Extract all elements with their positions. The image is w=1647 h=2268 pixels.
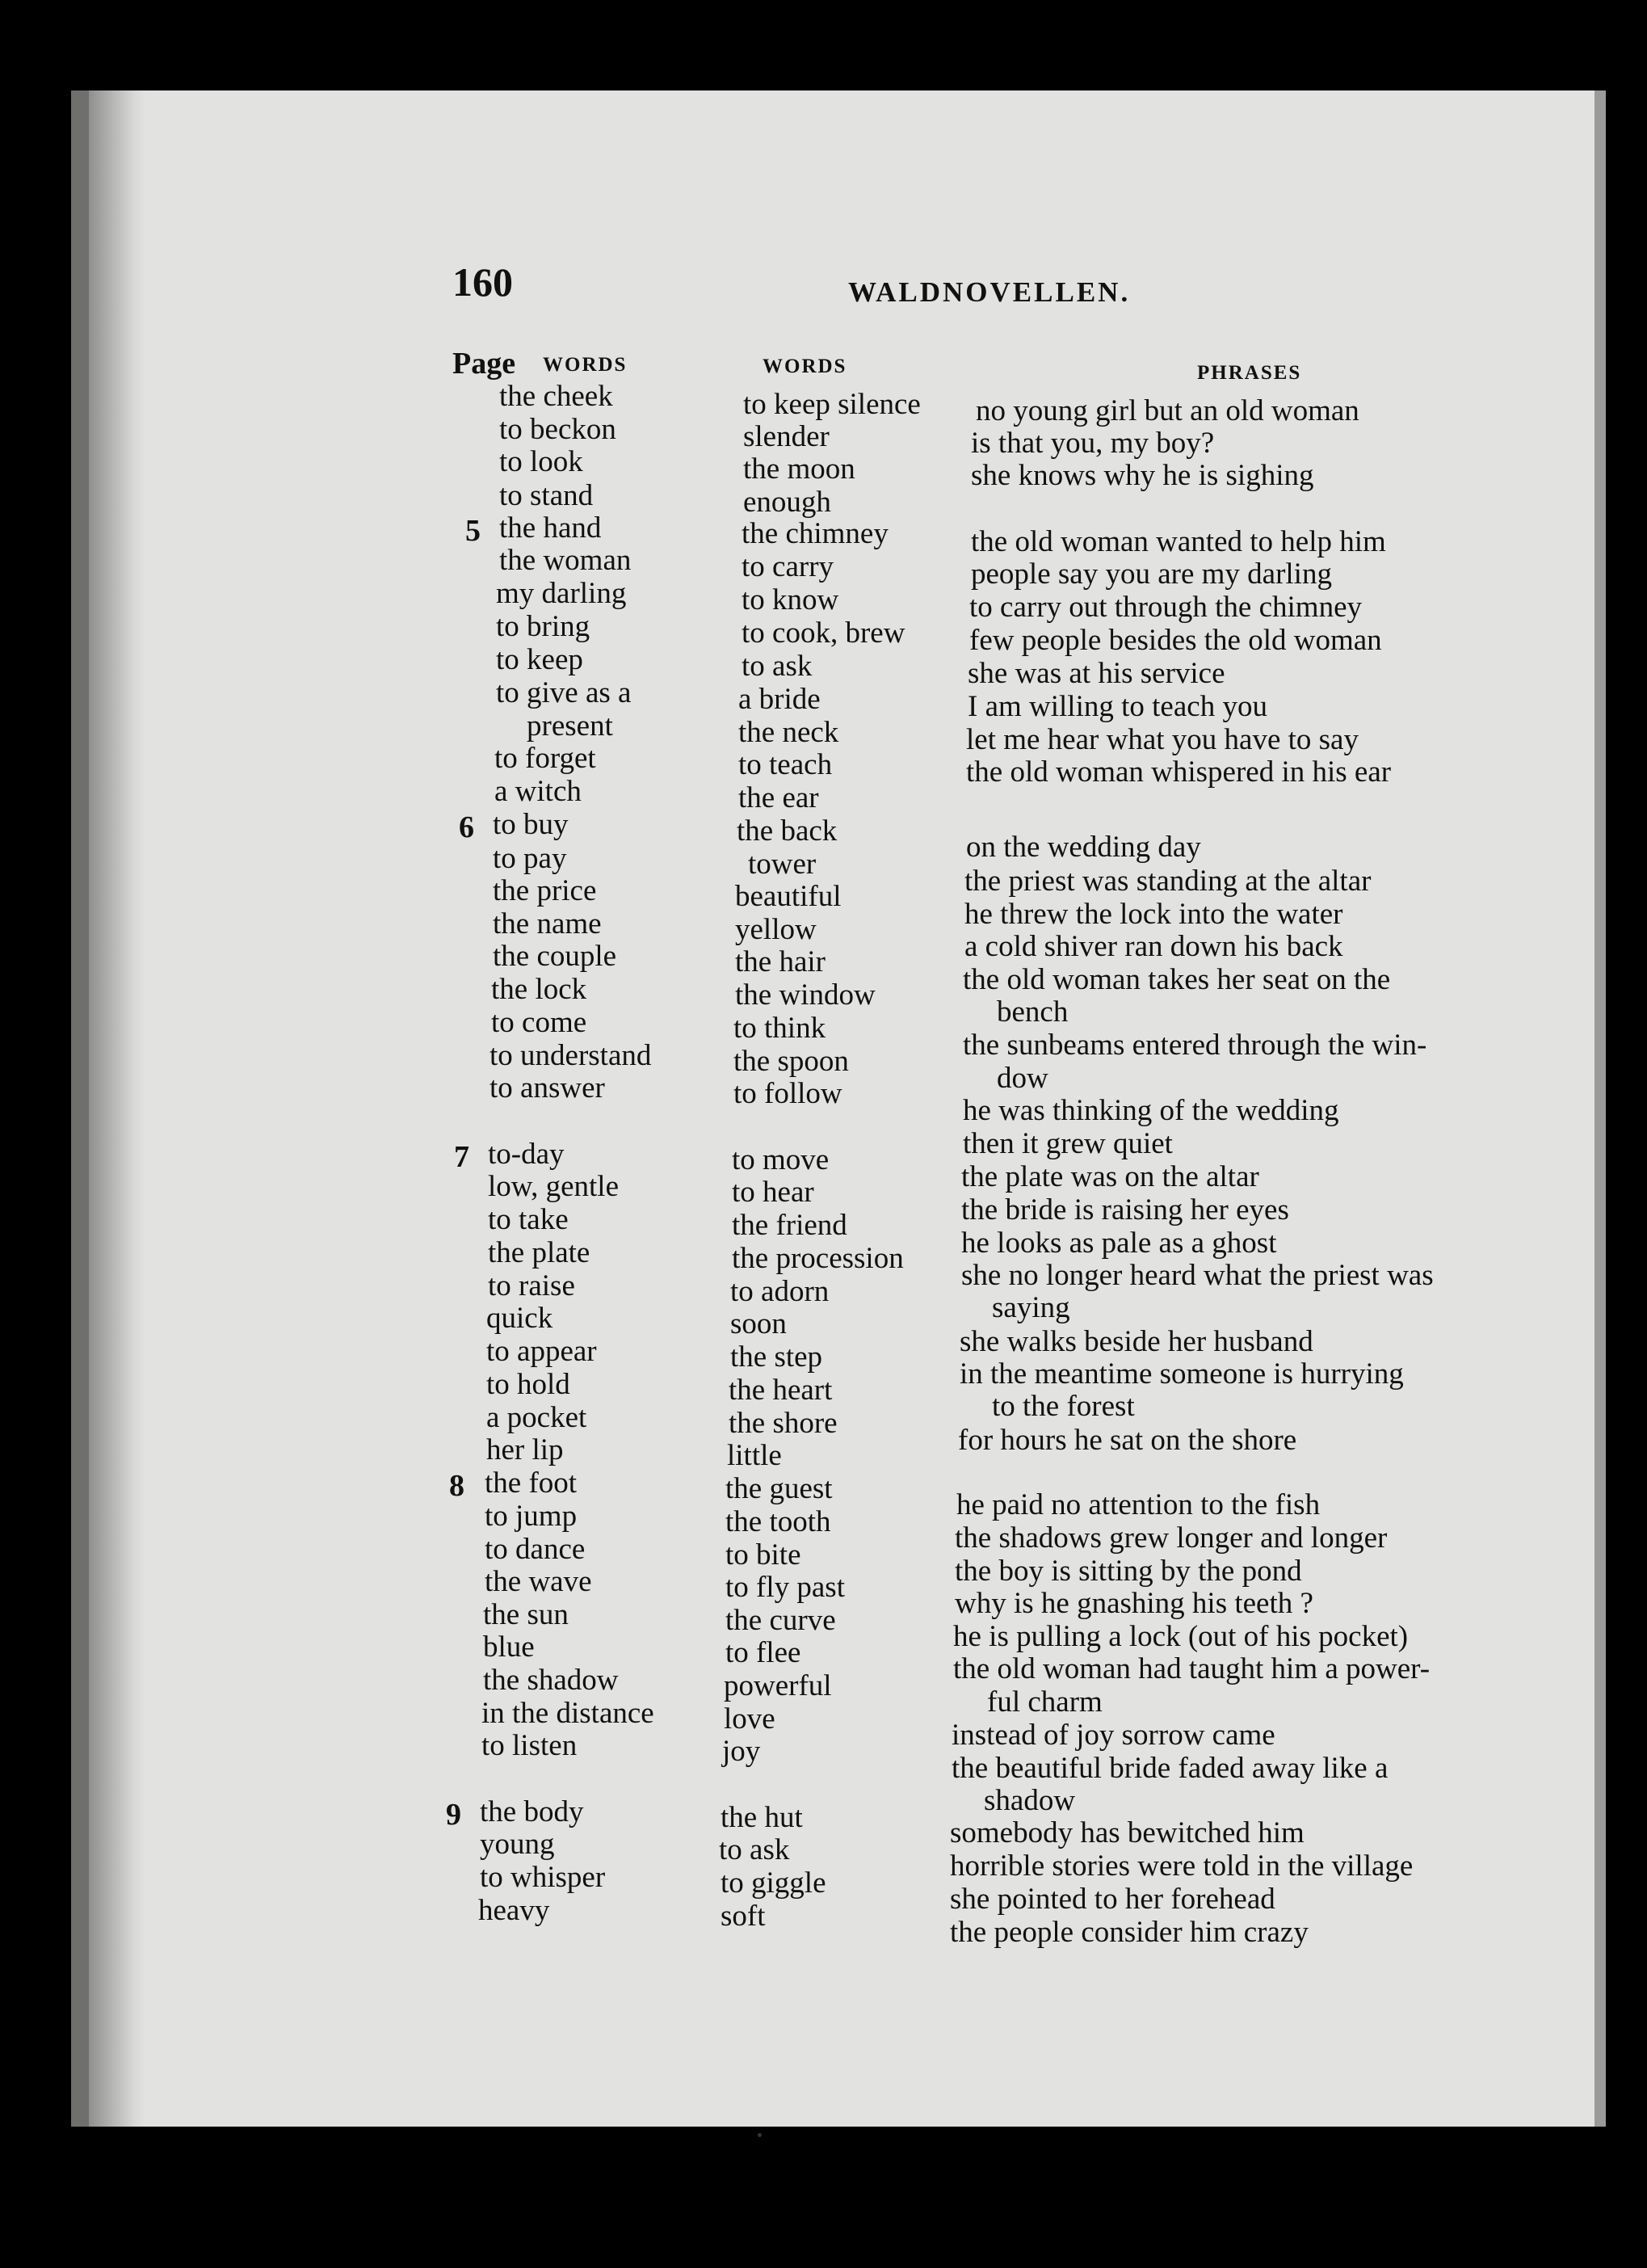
- phrase-entry: the old woman takes her seat on the: [963, 963, 1391, 996]
- phrase-entry: the bride is raising her eyes: [961, 1193, 1289, 1227]
- word-entry: to adorn: [730, 1275, 830, 1308]
- word-entry: to take: [488, 1203, 569, 1236]
- word-entry: to ask: [719, 1833, 790, 1866]
- word-entry: joy: [722, 1735, 761, 1768]
- word-entry: little: [727, 1439, 782, 1472]
- word-entry: in the distance: [481, 1697, 654, 1730]
- word-entry: blue: [483, 1631, 535, 1664]
- word-entry: the foot: [485, 1466, 578, 1500]
- word-entry: the body: [480, 1795, 584, 1828]
- phrase-entry: he threw the lock into the water: [964, 898, 1343, 931]
- word-entry: low, gentle: [488, 1170, 620, 1203]
- word-entry: quick: [486, 1302, 553, 1335]
- word-entry: to forget: [494, 742, 596, 775]
- phrase-entry: the sunbeams entered through the win-: [963, 1029, 1427, 1062]
- word-entry: slender: [743, 420, 830, 453]
- phrase-entry: somebody has bewitched him: [950, 1816, 1305, 1849]
- section-number: 7: [454, 1140, 469, 1174]
- word-entry: to cook, brew: [742, 616, 905, 650]
- phrase-entry: to the forest: [992, 1390, 1135, 1423]
- word-entry: the lock: [491, 973, 587, 1006]
- word-entry: the window: [735, 978, 876, 1012]
- word-entry: to fly past: [725, 1571, 845, 1604]
- word-entry: to hear: [732, 1176, 814, 1209]
- section-number: 9: [446, 1798, 461, 1832]
- word-entry: the couple: [493, 940, 617, 973]
- phrase-entry: no young girl but an old woman: [976, 394, 1359, 427]
- phrase-entry: instead of joy sorrow came: [952, 1719, 1275, 1752]
- word-entry: the plate: [488, 1236, 590, 1269]
- phrase-entry: she walks beside her husband: [960, 1325, 1313, 1358]
- phrase-entry: he paid no attention to the fish: [956, 1488, 1321, 1521]
- phrase-entry: let me hear what you have to say: [966, 723, 1359, 756]
- phrase-entry: on the wedding day: [966, 831, 1201, 864]
- word-entry: to dance: [485, 1533, 586, 1566]
- word-entry: to hold: [486, 1368, 570, 1401]
- phrase-entry: the old woman whispered in his ear: [966, 755, 1392, 789]
- word-entry: the ear: [738, 781, 819, 814]
- word-entry: to whisper: [480, 1861, 606, 1894]
- word-entry: the step: [730, 1340, 823, 1374]
- phrase-entry: the shadows grew longer and longer: [955, 1521, 1388, 1555]
- phrase-entry: why is he gnashing his teeth ?: [955, 1587, 1313, 1620]
- section-number: 6: [459, 810, 474, 844]
- word-entry: a witch: [494, 775, 582, 808]
- word-entry: to jump: [485, 1500, 578, 1533]
- phrase-entry: he is pulling a lock (out of his pocket): [953, 1620, 1409, 1653]
- word-entry: beautiful: [735, 880, 842, 913]
- word-entry: to bite: [725, 1538, 801, 1572]
- word-entry: soft: [721, 1900, 766, 1933]
- phrase-entry: the old woman had taught him a power-: [953, 1652, 1431, 1685]
- word-entry: the name: [493, 907, 602, 940]
- word-entry: the tooth: [725, 1505, 831, 1538]
- word-entry: to giggle: [721, 1866, 826, 1900]
- word-entry: powerful: [724, 1669, 832, 1702]
- word-entry: to listen: [481, 1729, 578, 1762]
- phrase-entry: I am willing to teach you: [968, 690, 1267, 723]
- word-entry: the neck: [738, 716, 839, 749]
- word-entry: to know: [742, 583, 839, 616]
- page-header: [0, 252, 1647, 317]
- section-number: 5: [465, 514, 481, 548]
- word-entry: the hand: [499, 511, 602, 545]
- word-entry: heavy: [478, 1894, 550, 1927]
- heading-words-1: WORDS: [543, 354, 628, 376]
- word-entry: to ask: [742, 650, 813, 683]
- phrase-entry: the beautiful bride faded away like a: [952, 1752, 1389, 1785]
- word-entry: the price: [493, 874, 597, 907]
- phrase-entry: she no longer heard what the priest was: [961, 1259, 1434, 1292]
- running-title: WALDNOVELLEN.: [848, 276, 1131, 308]
- word-entry: the procession: [732, 1242, 904, 1275]
- heading-words-2: WORDS: [763, 356, 847, 377]
- word-entry: young: [480, 1828, 555, 1861]
- phrase-entry: people say you are my darling: [971, 558, 1332, 591]
- word-entry: the moon: [743, 452, 855, 486]
- word-entry: the shadow: [483, 1664, 619, 1697]
- word-entry: the hut: [721, 1801, 803, 1834]
- word-entry: the guest: [725, 1472, 833, 1505]
- word-entry: yellow: [735, 913, 817, 946]
- word-entry: to bring: [496, 610, 590, 643]
- phrase-entry: ful charm: [987, 1685, 1103, 1719]
- phrase-entry: the old woman wanted to help him: [971, 525, 1386, 558]
- word-entry: tower: [748, 848, 817, 881]
- phrase-entry: to carry out through the chimney: [969, 591, 1363, 624]
- word-entry: the heart: [729, 1374, 833, 1407]
- phrase-entry: few people besides the old woman: [969, 624, 1382, 657]
- word-entry: my darling: [496, 577, 627, 610]
- phrase-entry: a cold shiver ran down his back: [964, 930, 1343, 963]
- heading-page: Page: [452, 347, 516, 381]
- word-entry: to follow: [733, 1077, 842, 1110]
- word-entry: to come: [491, 1006, 587, 1039]
- word-entry: to buy: [493, 808, 569, 841]
- phrase-entry: then it grew quiet: [963, 1127, 1173, 1160]
- word-entry: love: [724, 1702, 775, 1736]
- word-entry: to look: [499, 445, 583, 478]
- word-entry: the spoon: [733, 1045, 849, 1078]
- phrase-entry: he looks as pale as a ghost: [961, 1227, 1277, 1260]
- word-entry: to carry: [742, 550, 834, 583]
- phrase-entry: she pointed to her forehead: [950, 1883, 1275, 1916]
- phrase-entry: the priest was standing at the altar: [964, 865, 1372, 898]
- phrase-entry: bench: [997, 995, 1069, 1029]
- word-entry: present: [527, 709, 613, 743]
- word-entry: to keep: [496, 643, 583, 676]
- scan-speck: [758, 2133, 762, 2137]
- phrase-entry: she knows why he is sighing: [971, 459, 1314, 492]
- word-entry: the friend: [732, 1209, 847, 1242]
- word-entry: the shore: [729, 1407, 838, 1440]
- word-entry: to appear: [486, 1335, 597, 1368]
- word-entry: to raise: [488, 1269, 575, 1302]
- word-entry: to pay: [493, 842, 567, 875]
- word-entry: to flee: [725, 1636, 801, 1669]
- word-entry: a pocket: [486, 1401, 587, 1434]
- phrase-entry: saying: [992, 1291, 1070, 1324]
- word-entry: the back: [737, 814, 838, 848]
- gutter-shadow: [89, 90, 145, 2127]
- phrase-entry: for hours he sat on the shore: [958, 1424, 1297, 1457]
- word-entry: to move: [732, 1143, 830, 1176]
- word-entry: the wave: [485, 1565, 592, 1598]
- phrase-entry: shadow: [984, 1784, 1076, 1817]
- word-entry: the cheek: [499, 380, 613, 413]
- heading-phrases: PHRASES: [1197, 362, 1302, 384]
- word-entry: the chimney: [742, 517, 889, 550]
- phrase-entry: is that you, my boy?: [971, 427, 1215, 460]
- word-entry: to give as a: [496, 676, 632, 709]
- word-entry: to answer: [489, 1071, 605, 1105]
- word-entry: the woman: [499, 544, 632, 577]
- word-entry: to beckon: [499, 413, 616, 446]
- word-entry: a bride: [738, 683, 821, 716]
- word-entry: the hair: [735, 945, 826, 978]
- word-entry: the curve: [725, 1604, 836, 1637]
- phrase-entry: the boy is sitting by the pond: [955, 1555, 1302, 1588]
- phrase-entry: the plate was on the altar: [961, 1160, 1259, 1193]
- section-number: 8: [449, 1469, 464, 1503]
- word-entry: to-day: [488, 1138, 565, 1171]
- word-entry: to stand: [499, 479, 594, 512]
- word-entry: to teach: [738, 748, 833, 781]
- word-entry: to keep silence: [743, 388, 921, 421]
- phrase-entry: horrible stories were told in the village: [950, 1849, 1414, 1883]
- phrase-entry: he was thinking of the wedding: [963, 1094, 1339, 1127]
- phrase-entry: she was at his service: [968, 657, 1225, 690]
- word-entry: to understand: [489, 1039, 652, 1072]
- word-entry: enough: [743, 486, 831, 519]
- phrase-entry: in the meantime someone is hurrying: [960, 1357, 1404, 1391]
- phrase-entry: dow: [997, 1062, 1048, 1095]
- word-entry: the sun: [483, 1598, 569, 1631]
- word-entry: soon: [730, 1307, 787, 1340]
- page-number: 160: [452, 259, 513, 305]
- phrase-entry: the people consider him crazy: [950, 1916, 1309, 1949]
- word-entry: her lip: [486, 1433, 564, 1466]
- word-entry: to think: [733, 1012, 826, 1045]
